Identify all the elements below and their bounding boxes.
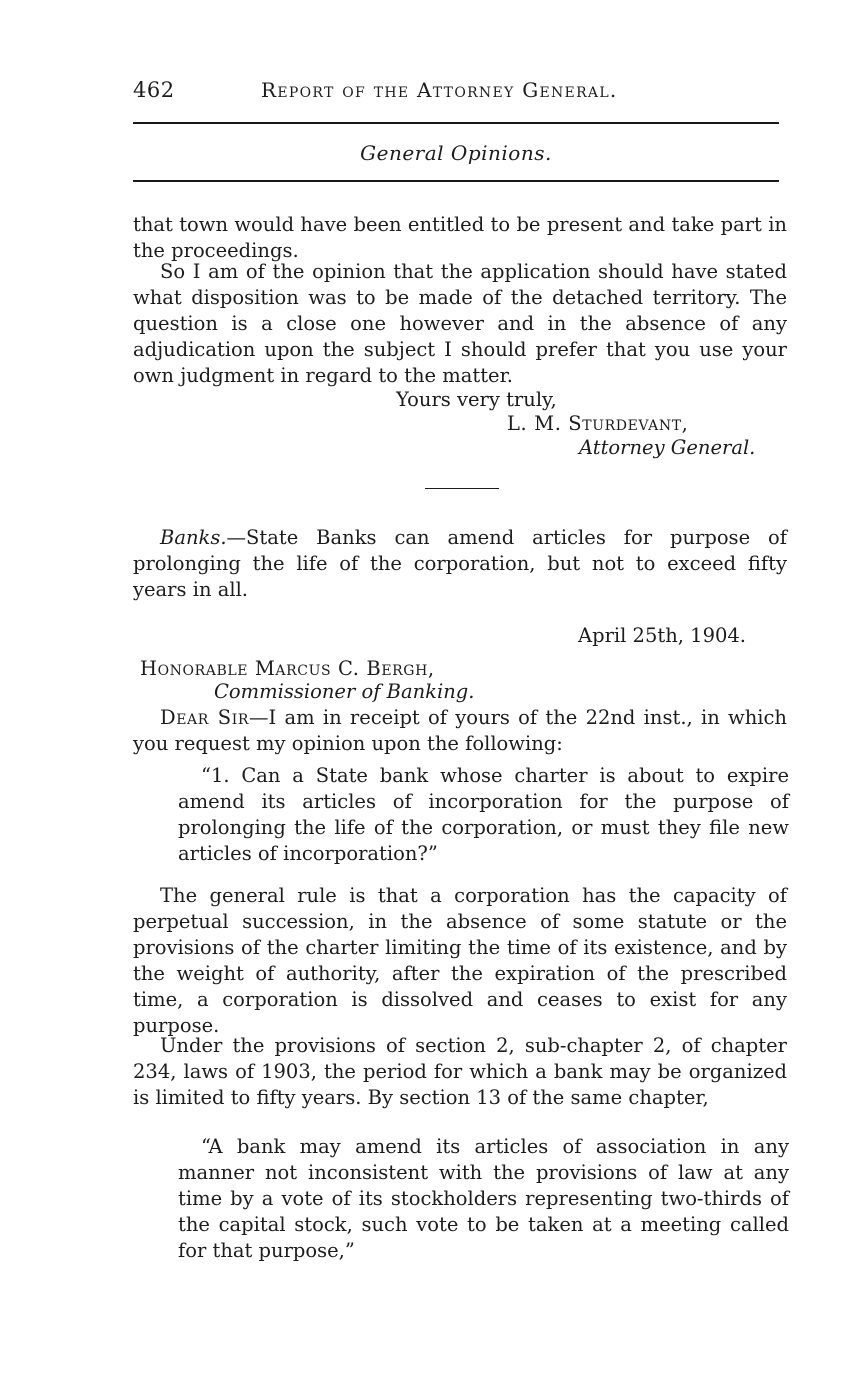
- analysis-paragraph-2: Under the provisions of section 2, sub-chapter 2, of chapter 234, laws of 1903, the period for which a bank may be organized is limited to fifty years. By section 13 of the same chapter,: [133, 1034, 787, 1109]
- headnote: [133, 525, 787, 603]
- signer-title: Attorney General.: [579, 436, 756, 459]
- intro-text: —I am in receipt of yours of the 22nd inst., in which you request my opinion upon the following:: [133, 706, 787, 755]
- section-divider: [425, 488, 499, 489]
- headnote-text: —State Banks can amend articles for purpose of prolonging the life of the corporation, but not to exceed fifty years in all.: [133, 526, 787, 601]
- continuation-paragraph: that town would have been entitled to be present and take part in the proceedings.: [133, 213, 787, 262]
- running-head: Report of the Attorney General.: [261, 78, 618, 102]
- letter-closing: Yours very truly,: [396, 388, 557, 411]
- header-top-rule: [133, 122, 779, 124]
- salutation: Dear Sir: [160, 706, 249, 729]
- question-quote: “1. Can a State bank whose charter is about to expire amend its articles of incorporation for the purpose of prolonging the life of the corporation, or must they file new articles of incorporation?”: [178, 764, 789, 865]
- addressee-title: Commissioner of Banking.: [214, 680, 475, 703]
- signer-name: L. M. Sturdevant,: [507, 412, 689, 435]
- statute-quote: “A bank may amend its articles of association in any manner not inconsistent with the provisions of law at any time by a vote of its stockholders representing two-thirds of the capital stock, such vote to be taken at a meeting called for that purpose,”: [178, 1135, 789, 1262]
- addressee-name: Honorable Marcus C. Bergh,: [140, 657, 435, 680]
- page-header: [133, 76, 779, 110]
- page-number: 462: [133, 78, 175, 102]
- analysis-paragraph-1: The general rule is that a corporation has the capacity of perpetual succession, in the absence of some statute or the provisions of the charter limiting the time of its existence, and by the weight of authority, after the expiration of the prescribed time, a corporation is dissolved and ceases to exist for any purpose.: [133, 884, 787, 1037]
- salutation-paragraph: [133, 705, 787, 757]
- section-title: General Opinions.: [360, 141, 552, 165]
- letter-date: April 25th, 1904.: [578, 624, 746, 647]
- opinion-paragraph: So I am of the opinion that the application should have stated what disposition was to be made of the detached territory. The question is a close one however and in the absence of any adjudication upon the subject I should prefer that you use your own judgment in regard to the matter.: [133, 260, 787, 387]
- header-bottom-rule: [133, 180, 779, 182]
- headnote-topic: Banks.: [160, 526, 227, 549]
